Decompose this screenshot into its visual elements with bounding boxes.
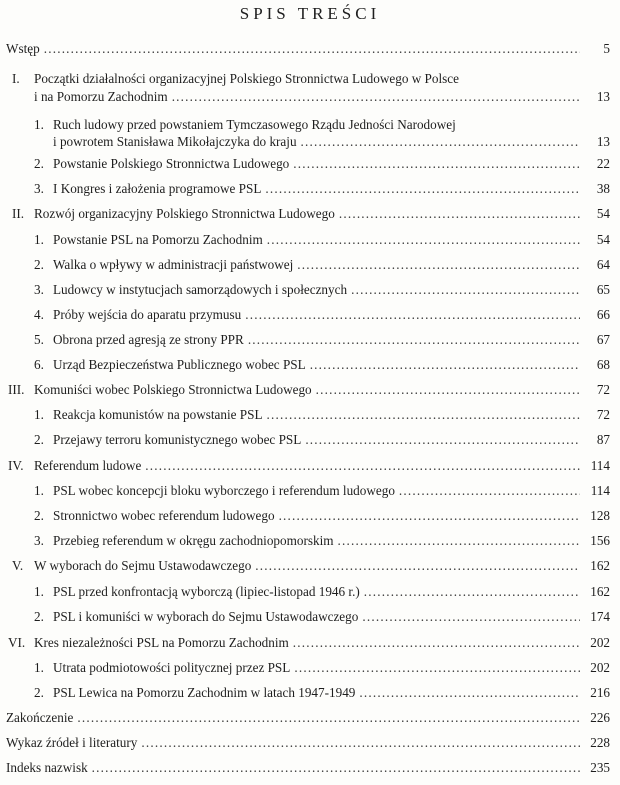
entry-page: 72 xyxy=(596,407,610,422)
toc-entry-ch1 xyxy=(34,88,610,105)
toc-entry-ch5-1 xyxy=(34,583,610,600)
entry-title: Kres niezależności PSL na Pomorzu Zachodnim xyxy=(34,635,289,650)
leader-dots xyxy=(92,759,580,776)
leader-dots xyxy=(351,281,580,298)
entry-title: I Kongres i założenia programowe PSL xyxy=(53,181,262,196)
entry-number: 1. xyxy=(34,584,44,599)
entry-page: 228 xyxy=(590,735,610,750)
leader-dots xyxy=(255,557,580,574)
entry-title: W wyborach do Sejmu Ustawodawczego xyxy=(34,558,252,573)
toc-entry-ch6 xyxy=(8,634,610,651)
leader-dots xyxy=(338,532,580,549)
entry-title: Walka o wpływy w administracji państwowej xyxy=(53,257,294,272)
entry-number: 4. xyxy=(34,307,44,322)
entry-number: 1. xyxy=(34,483,44,498)
entry-title: Referendum ludowe xyxy=(34,458,142,473)
leader-dots xyxy=(267,406,580,423)
entry-page: 67 xyxy=(596,332,610,347)
entry-page: 22 xyxy=(596,156,610,171)
entry-number: 5. xyxy=(34,332,44,347)
entry-number: 2. xyxy=(34,685,44,700)
entry-page: 66 xyxy=(596,307,610,322)
toc-entry-ch3-1 xyxy=(34,406,610,423)
entry-title: Komuniści wobec Polskiego Stronnictwa Ludowego xyxy=(34,382,312,397)
entry-page: 64 xyxy=(596,257,610,272)
entry-title: Obrona przed agresją ze strony PPR xyxy=(53,332,244,347)
leader-dots xyxy=(364,583,580,600)
entry-title: PSL i komuniści w wyborach do Sejmu Ustawodawczego xyxy=(53,609,359,624)
leader-dots xyxy=(248,331,580,348)
entry-title: Zakończenie xyxy=(6,710,74,725)
leader-dots xyxy=(77,709,580,726)
entry-number: 3. xyxy=(34,282,44,297)
entry-title: PSL przed konfrontacją wyborczą (lipiec-listopad 1946 r.) xyxy=(53,584,360,599)
entry-page: 128 xyxy=(590,508,610,523)
entry-page: 174 xyxy=(590,609,610,624)
leader-dots xyxy=(141,734,580,751)
entry-number: V. xyxy=(12,558,24,573)
entry-title: Ruch ludowy przed powstaniem Tymczasowego Rządu Jedności Narodowej xyxy=(53,117,456,132)
entry-number: II. xyxy=(12,206,25,221)
entry-page: 162 xyxy=(590,584,610,599)
entry-number: 2. xyxy=(34,257,44,272)
toc-entry-ch2-2 xyxy=(34,256,610,273)
entry-page: 162 xyxy=(590,558,610,573)
entry-title: Urząd Bezpieczeństwa Publicznego wobec PSL xyxy=(53,357,306,372)
toc-entry-ch1-1-line1 xyxy=(34,116,456,133)
entry-number: 1. xyxy=(34,232,44,247)
entry-number: 3. xyxy=(34,533,44,548)
leader-dots xyxy=(301,133,580,150)
entry-page: 235 xyxy=(590,760,610,775)
entry-title: Powstanie Polskiego Stronnictwa Ludowego xyxy=(53,156,290,171)
toc-entry-ch4-3 xyxy=(34,532,610,549)
leader-dots xyxy=(279,507,580,524)
leader-dots xyxy=(399,482,580,499)
toc-entry-ch5 xyxy=(12,557,610,574)
leader-dots xyxy=(359,684,580,701)
leader-dots xyxy=(172,88,580,105)
entry-title: Przejawy terroru komunistycznego wobec PSL xyxy=(53,432,302,447)
entry-page: 202 xyxy=(590,660,610,675)
entry-page: 65 xyxy=(596,282,610,297)
leader-dots xyxy=(145,457,580,474)
entry-page: 156 xyxy=(590,533,610,548)
leader-dots xyxy=(265,180,580,197)
entry-page: 72 xyxy=(596,382,610,397)
toc-entry-ch2-1 xyxy=(34,231,610,248)
entry-page: 202 xyxy=(590,635,610,650)
entry-title: Powstanie PSL na Pomorzu Zachodnim xyxy=(53,232,263,247)
toc-entry-ch6-2 xyxy=(34,684,610,701)
toc-entry-zakonczenie xyxy=(6,709,610,726)
entry-title: Ludowcy w instytucjach samorządowych i społecznych xyxy=(53,282,348,297)
leader-dots xyxy=(362,608,580,625)
toc-entry-ch1-1 xyxy=(53,133,610,150)
entry-page: 5 xyxy=(603,41,610,56)
entry-number: 2. xyxy=(34,432,44,447)
toc-entry-ch6-1 xyxy=(34,659,610,676)
leader-dots xyxy=(293,634,580,651)
toc-entry-ch1-line1 xyxy=(12,70,459,87)
toc-entry-ch1-3 xyxy=(34,180,610,197)
entry-number: 1. xyxy=(34,660,44,675)
entry-title: Indeks nazwisk xyxy=(6,760,88,775)
leader-dots xyxy=(305,431,580,448)
toc-entry-wykaz xyxy=(6,734,610,751)
entry-number: VI. xyxy=(8,635,26,650)
toc-entry-ch4-2 xyxy=(34,507,610,524)
toc-entry-ch3 xyxy=(8,381,610,398)
entry-title-cont: i powrotem Stanisława Mikołajczyka do kraju xyxy=(53,134,297,149)
toc-entry-ch1-2 xyxy=(34,155,610,172)
entry-number: 2. xyxy=(34,156,44,171)
entry-title: PSL Lewica na Pomorzu Zachodnim w latach 1947-1949 xyxy=(53,685,356,700)
entry-number: 1. xyxy=(34,117,44,132)
entry-number: 6. xyxy=(34,357,44,372)
entry-page: 13 xyxy=(596,89,610,104)
toc-entry-ch2-5 xyxy=(34,331,610,348)
entry-title: Utrata podmiotowości politycznej przez PSL xyxy=(53,660,291,675)
entry-number: I. xyxy=(12,71,20,86)
page-title: SPIS TREŚCI xyxy=(239,4,381,23)
toc-entry-ch2-3 xyxy=(34,281,610,298)
toc-entry-wstep xyxy=(6,40,610,57)
entry-number: III. xyxy=(8,382,25,397)
entry-number: 2. xyxy=(34,609,44,624)
leader-dots xyxy=(294,659,580,676)
entry-title: Początki działalności organizacyjnej Polskiego Stronnictwa Ludowego w Polsce xyxy=(34,71,459,86)
toc-entry-ch4 xyxy=(8,457,610,474)
entry-page: 114 xyxy=(590,458,610,473)
leader-dots xyxy=(339,205,580,222)
leader-dots xyxy=(44,40,580,57)
entry-title: PSL wobec koncepcji bloku wyborczego i referendum ludowego xyxy=(53,483,395,498)
entry-page: 54 xyxy=(596,206,610,221)
toc-entry-ch2-4 xyxy=(34,306,610,323)
entry-page: 54 xyxy=(596,232,610,247)
entry-page: 114 xyxy=(590,483,610,498)
entry-title: Wykaz źródeł i literatury xyxy=(6,735,138,750)
entry-title: Przebieg referendum w okręgu zachodniopomorskim xyxy=(53,533,334,548)
entry-title: Wstęp xyxy=(6,41,40,56)
leader-dots xyxy=(316,381,580,398)
leader-dots xyxy=(245,306,580,323)
leader-dots xyxy=(310,356,580,373)
toc-entry-ch2-6 xyxy=(34,356,610,373)
entry-number: IV. xyxy=(8,458,24,473)
entry-title: Stronnictwo wobec referendum ludowego xyxy=(53,508,275,523)
entry-page: 216 xyxy=(590,685,610,700)
entry-page: 87 xyxy=(596,432,610,447)
toc-entry-ch4-1 xyxy=(34,482,610,499)
leader-dots xyxy=(267,231,580,248)
leader-dots xyxy=(297,256,580,273)
entry-number: 2. xyxy=(34,508,44,523)
toc-entry-ch3-2 xyxy=(34,431,610,448)
entry-title: Rozwój organizacyjny Polskiego Stronnictwa Ludowego xyxy=(34,206,335,221)
entry-page: 38 xyxy=(596,181,610,196)
entry-title: Próby wejścia do aparatu przymusu xyxy=(53,307,242,322)
entry-number: 3. xyxy=(34,181,44,196)
leader-dots xyxy=(293,155,580,172)
toc-entry-indeks xyxy=(6,759,610,776)
entry-title: Reakcja komunistów na powstanie PSL xyxy=(53,407,263,422)
entry-title-cont: i na Pomorzu Zachodnim xyxy=(34,89,168,104)
entry-page: 226 xyxy=(590,710,610,725)
toc-entry-ch5-2 xyxy=(34,608,610,625)
toc-entry-ch2 xyxy=(12,205,610,222)
entry-page: 68 xyxy=(596,357,610,372)
entry-page: 13 xyxy=(596,134,610,149)
entry-number: 1. xyxy=(34,407,44,422)
